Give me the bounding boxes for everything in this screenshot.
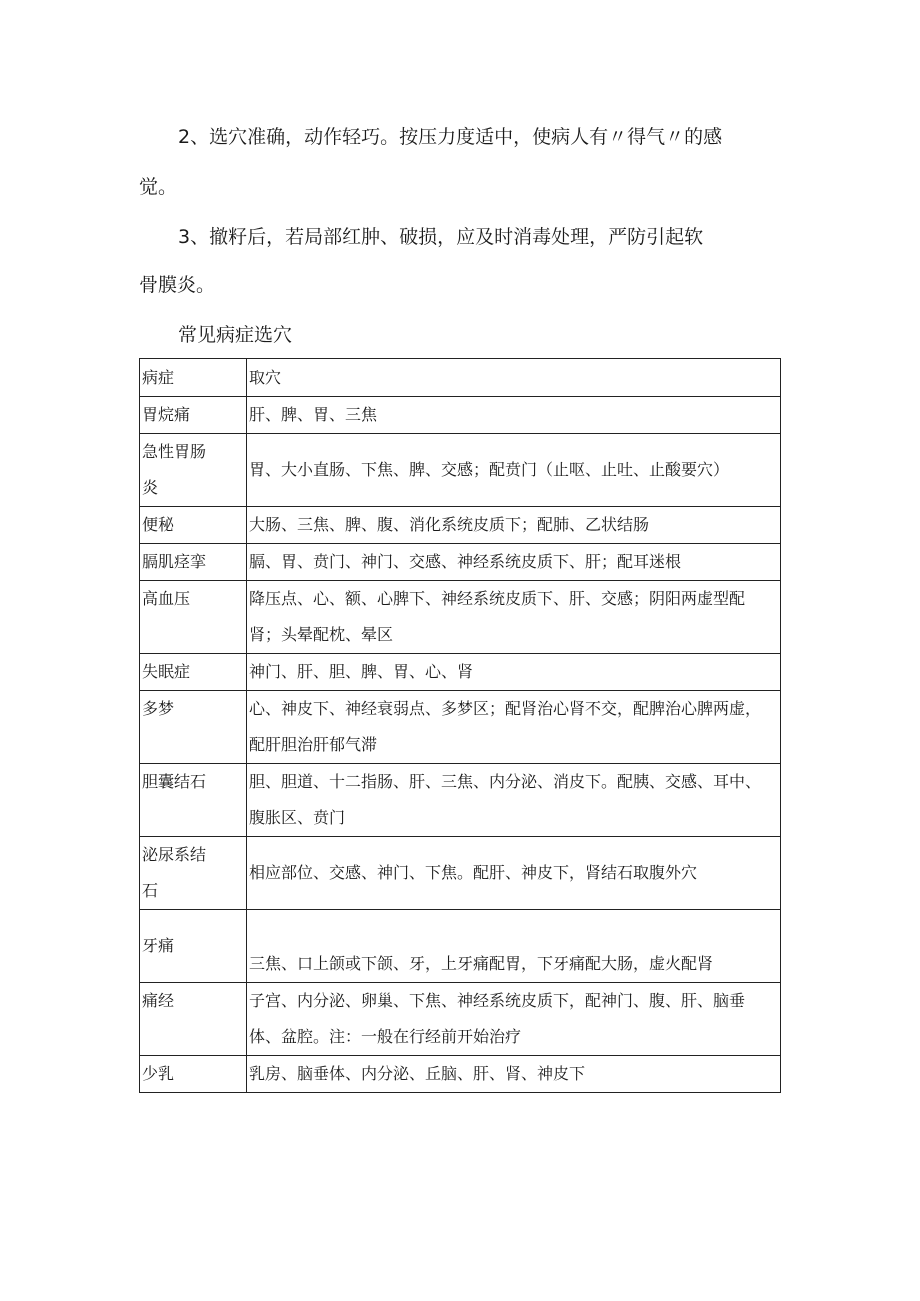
points-cell <box>247 837 781 910</box>
acupoint-table-grid <box>139 358 781 1093</box>
table-row <box>140 691 781 764</box>
disease-cell <box>140 837 247 910</box>
item-3-line-2: 骨膜炎。 <box>139 274 216 296</box>
disease-cell <box>140 507 247 544</box>
table-row <box>140 581 781 654</box>
table-body <box>140 359 781 1093</box>
item-2-line-2: 觉。 <box>139 176 178 198</box>
points-cell <box>247 764 781 837</box>
disease-text: 膈肌痉挛 <box>142 552 207 571</box>
points-text: 神门、肝、胆、脾、胃、心、肾 <box>249 662 474 681</box>
table-row <box>140 507 781 544</box>
points-text: 三焦、口上颌或下颌、牙，上牙痛配胃，下牙痛配大肠，虚火配肾 <box>249 954 714 973</box>
disease-text: 胃烷痛 <box>142 405 191 424</box>
points-text: 子宫、内分泌、卵巢、下焦、神经系统皮质下，配神门、腹、肝、脑垂 <box>249 991 746 1010</box>
disease-text: 痛经 <box>142 991 175 1010</box>
disease-text: 泌尿系结 <box>142 845 207 864</box>
disease-text: 石 <box>142 881 159 900</box>
table-row <box>140 434 781 507</box>
disease-cell <box>140 434 247 507</box>
table-row <box>140 544 781 581</box>
disease-text: 便秘 <box>142 515 175 534</box>
points-cell <box>247 983 781 1056</box>
points-text: 肾；头晕配枕、晕区 <box>249 625 394 644</box>
points-text: 肝、脾、胃、三焦 <box>249 405 378 424</box>
disease-text: 牙痛 <box>142 936 175 955</box>
table-row <box>140 764 781 837</box>
disease-cell <box>140 910 247 983</box>
disease-cell <box>140 764 247 837</box>
points-text: 胆、胆道、十二指肠、肝、三焦、内分泌、消皮下。配胰、交感、耳中、 <box>249 772 762 791</box>
table-header-row <box>140 359 781 397</box>
table-row <box>140 1056 781 1093</box>
points-cell <box>247 1056 781 1093</box>
points-text: 大肠、三焦、脾、腹、消化系统皮质下；配肺、乙状结肠 <box>249 515 650 534</box>
points-cell <box>247 434 781 507</box>
item-2-line-1: 2、选穴准确，动作轻巧。按压力度适中，使病人有〃得气〃的感 <box>178 126 723 148</box>
disease-cell <box>140 691 247 764</box>
disease-cell <box>140 581 247 654</box>
points-text: 腹胀区、贲门 <box>249 808 346 827</box>
points-text: 体、盆腔。注：一般在行经前开始治疗 <box>249 1027 522 1046</box>
disease-text: 多梦 <box>142 699 175 718</box>
points-text: 降压点、心、额、心脾下、神经系统皮质下、肝、交感；阴阳两虚型配 <box>249 589 746 608</box>
disease-cell <box>140 1056 247 1093</box>
points-cell <box>247 910 781 983</box>
points-cell <box>247 544 781 581</box>
points-cell <box>247 397 781 434</box>
points-cell <box>247 507 781 544</box>
header-disease: 病症 <box>140 359 247 397</box>
disease-cell <box>140 397 247 434</box>
points-cell <box>247 654 781 691</box>
disease-cell <box>140 654 247 691</box>
disease-text: 高血压 <box>142 589 191 608</box>
points-text: 乳房、脑垂体、内分泌、丘脑、肝、肾、神皮下 <box>249 1064 586 1083</box>
disease-text: 胆囊结石 <box>142 772 207 791</box>
points-text: 相应部位、交感、神门、下焦。配肝、神皮下，肾结石取腹外穴 <box>249 863 698 882</box>
table-row <box>140 983 781 1056</box>
header-points: 取穴 <box>247 359 781 397</box>
disease-text: 急性胃肠 <box>142 442 207 461</box>
disease-cell <box>140 544 247 581</box>
disease-text: 失眠症 <box>142 662 191 681</box>
points-text: 心、神皮下、神经衰弱点、多梦区；配肾治心肾不交，配脾治心脾两虚， <box>249 699 762 718</box>
section-title: 常见病症选穴 <box>178 324 293 346</box>
table-row <box>140 910 781 983</box>
points-text: 膈、胃、贲门、神门、交感、神经系统皮质下、肝；配耳迷根 <box>249 552 682 571</box>
table-row <box>140 397 781 434</box>
item-3-line-1: 3、撤籽后，若局部红肿、破损，应及时消毒处理，严防引起软 <box>178 226 704 248</box>
points-cell <box>247 581 781 654</box>
points-text: 配肝胆治肝郁气滞 <box>249 735 378 754</box>
acupoint-table <box>139 358 780 1094</box>
table-row <box>140 837 781 910</box>
table-row <box>140 654 781 691</box>
disease-text: 炎 <box>142 478 159 497</box>
points-cell <box>247 691 781 764</box>
disease-cell <box>140 983 247 1056</box>
disease-text: 少乳 <box>142 1064 175 1083</box>
points-text: 胃、大小直肠、下焦、脾、交感；配贲门（止呕、止吐、止酸要穴） <box>249 460 730 479</box>
